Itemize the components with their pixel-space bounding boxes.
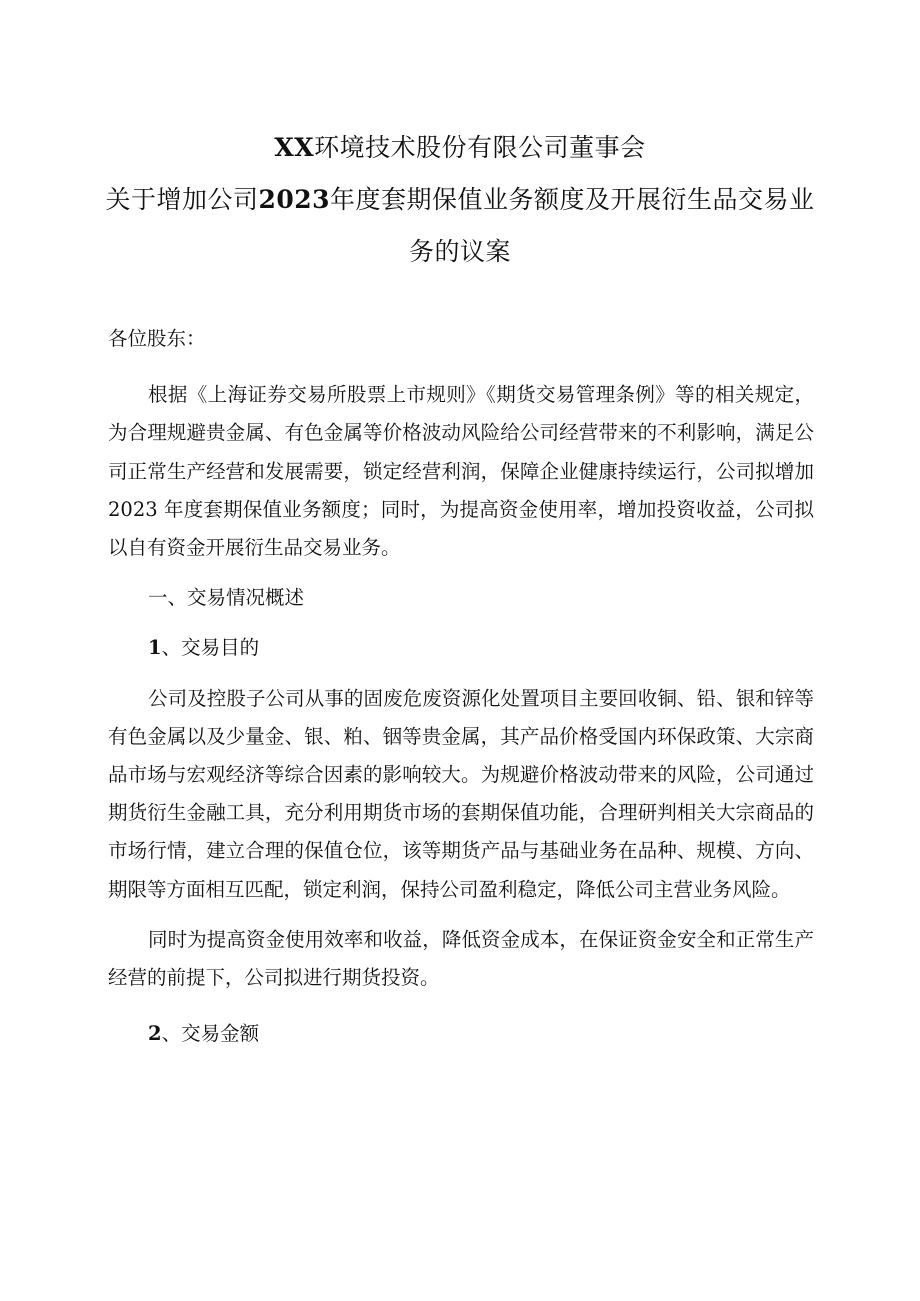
title-line-3: 务的议案: [408, 237, 511, 266]
purpose-paragraph-1: 公司及控股子公司从事的固废危废资源化处置项目主要回收铜、铅、银和锌等有色金属以及少量金、银、粕、铟等贵金属，其产品价格受国内环保政策、大宗商品市场与宏观经济等综合因素的影响较大。为规避价格波动带来的风险，公司通过期货衍生金融工具，充分利用期货市场的套期保值功能，合理研判相关大宗商品的市场行情，建立合理的保值仓位，该等期货产品与基础业务在品种、规模、方向、期限等方面相互匹配，锁定利润，保持公司盈利稳定，降低公司主营业务风险。: [108, 686, 814, 901]
title-line-2-start: 关于增加公司: [105, 185, 259, 214]
title-company-prefix: XX: [274, 133, 315, 162]
greeting: 各位股东：: [108, 327, 206, 350]
intro-paragraph: 根据《上海证券交易所股票上市规则》《期货交易管理条例》等的相关规定，为合理规避贵金属、有色金属等价格波动风险给公司经营带来的不利影响，满足公司正常生产经营和发展需要，锁定经营利润，保障企业健康持续运行，公司拟增加 2023 年度套期保值业务额度；同时，为提高资金使用率，增加投资收益，公司拟以自有资金开展衍生品交易业务。: [108, 383, 814, 560]
document-title: [100, 122, 820, 278]
title-company-name: 环境技术股份有限公司董事会: [314, 133, 646, 162]
subsection-1-heading: [108, 629, 814, 667]
subsection-2-heading: [108, 1015, 814, 1053]
subsection-2-title: 、交易金额: [161, 1022, 260, 1046]
title-line-2: [100, 174, 820, 226]
purpose-paragraph-2: 同时为提高资金使用效率和收益，降低资金成本，在保证资金安全和正常生产经营的前提下，公司拟进行期货投资。: [108, 927, 814, 990]
section-1-heading: 一、交易情况概述: [148, 586, 305, 610]
document-body: [108, 320, 814, 1053]
subsection-1-number: 1: [148, 636, 162, 660]
title-line-1: [100, 122, 820, 174]
title-year: 2023: [258, 185, 331, 214]
title-line-2-end: 年度套期保值业务额度及开展衍生品交易业: [330, 185, 815, 214]
subsection-2-number: 2: [148, 1022, 162, 1046]
subsection-1-title: 、交易目的: [161, 636, 260, 660]
